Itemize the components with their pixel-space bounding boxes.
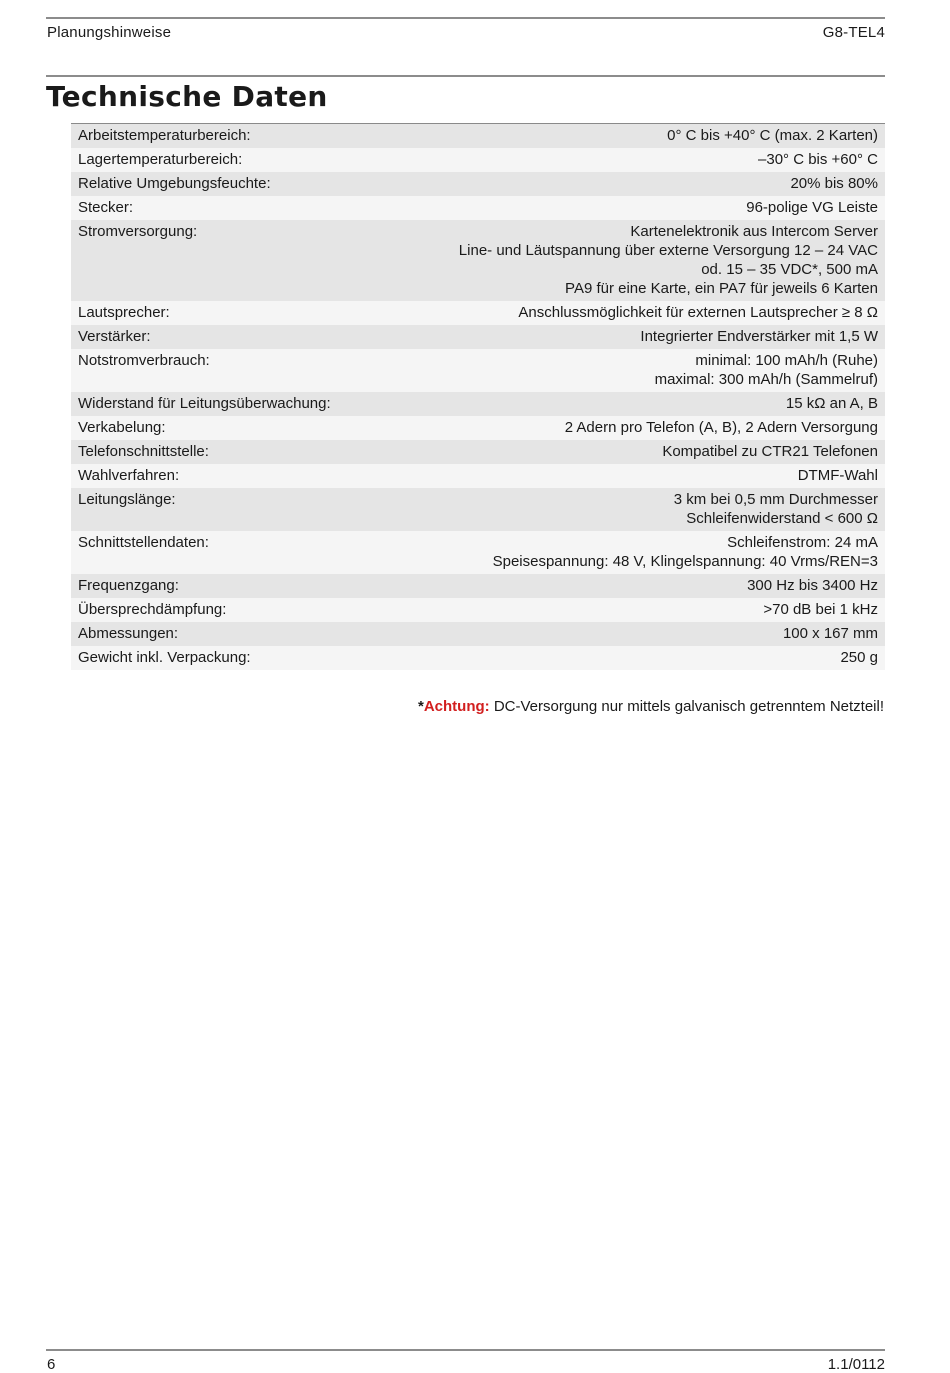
page-title: Technische Daten bbox=[46, 80, 328, 113]
spec-value bbox=[459, 222, 878, 298]
warning-note bbox=[418, 698, 884, 715]
document-version: 1.1/0112 bbox=[827, 1356, 885, 1373]
spec-value-line: maximal: 300 mAh/h (Sammelruf) bbox=[654, 371, 878, 388]
title-rule bbox=[46, 75, 885, 77]
spec-value-line: Anschlussmöglichkeit für externen Lautsprecher ≥ 8 Ω bbox=[518, 304, 878, 321]
spec-value-line: 100 x 167 mm bbox=[782, 625, 878, 642]
footer-rule bbox=[46, 1349, 885, 1351]
spec-label: Verstärker: bbox=[78, 328, 151, 345]
header-section-label: Planungshinweise bbox=[47, 24, 172, 41]
table-row bbox=[71, 301, 885, 325]
spec-value-line: 0° C bis +40° C (max. 2 Karten) bbox=[667, 127, 878, 144]
table-row bbox=[71, 124, 885, 148]
spec-value-line: Kompatibel zu CTR21 Telefonen bbox=[662, 443, 878, 460]
spec-value-line: 96-polige VG Leiste bbox=[746, 199, 878, 216]
spec-label: Gewicht inkl. Verpackung: bbox=[78, 649, 251, 666]
spec-value bbox=[786, 394, 878, 413]
spec-label: Notstromverbrauch: bbox=[78, 352, 210, 369]
spec-label: Verkabelung: bbox=[78, 419, 166, 436]
table-row bbox=[71, 622, 885, 646]
table-row bbox=[71, 172, 885, 196]
table-row bbox=[71, 349, 885, 392]
note-asterisk: * bbox=[417, 698, 424, 715]
spec-value-line: PA9 für eine Karte, ein PA7 für jeweils 6 Karten bbox=[565, 280, 878, 297]
spec-value bbox=[493, 533, 878, 571]
spec-value-line: 20% bis 80% bbox=[790, 175, 878, 192]
spec-label: Leitungslänge: bbox=[78, 491, 176, 508]
spec-value-line: minimal: 100 mAh/h (Ruhe) bbox=[695, 352, 878, 369]
table-row bbox=[71, 488, 885, 531]
spec-value-line: Schleifenwiderstand < 600 Ω bbox=[686, 510, 878, 527]
spec-label: Widerstand für Leitungsüberwachung: bbox=[78, 395, 331, 412]
table-row bbox=[71, 531, 885, 574]
table-row bbox=[71, 598, 885, 622]
spec-value bbox=[840, 648, 878, 667]
spec-value bbox=[655, 351, 878, 389]
spec-label: Wahlverfahren: bbox=[78, 467, 180, 484]
spec-label: Stecker: bbox=[78, 199, 134, 216]
spec-value bbox=[674, 490, 878, 528]
spec-label: Abmessungen: bbox=[78, 625, 179, 642]
note-warning-label: Achtung: bbox=[423, 698, 490, 715]
spec-label: Relative Umgebungsfeuchte: bbox=[78, 175, 271, 192]
spec-value bbox=[790, 174, 878, 193]
table-row bbox=[71, 464, 885, 488]
spec-value-line: 2 Adern pro Telefon (A, B), 2 Adern Versorgung bbox=[564, 419, 878, 436]
spec-value-line: 300 Hz bis 3400 Hz bbox=[747, 577, 878, 594]
spec-value-line: od. 15 – 35 VDC*, 500 mA bbox=[701, 261, 878, 278]
spec-value bbox=[746, 198, 878, 217]
spec-value bbox=[518, 303, 878, 322]
note-text: DC-Versorgung nur mittels galvanisch getrenntem Netzteil! bbox=[489, 698, 884, 715]
spec-label: Übersprechdämpfung: bbox=[78, 601, 227, 618]
header-top-rule bbox=[46, 17, 885, 19]
spec-value-line: Line- und Läutspannung über externe Versorgung 12 – 24 VAC bbox=[458, 242, 878, 259]
spec-value bbox=[662, 442, 878, 461]
table-row bbox=[71, 325, 885, 349]
table-row bbox=[71, 440, 885, 464]
table-row bbox=[71, 220, 885, 301]
spec-value-line: 250 g bbox=[840, 649, 878, 666]
table-row bbox=[71, 392, 885, 416]
spec-label: Lautsprecher: bbox=[78, 304, 170, 321]
spec-value-line: 15 kΩ an A, B bbox=[785, 395, 878, 412]
spec-label: Stromversorgung: bbox=[78, 223, 198, 240]
spec-value-line: Schleifenstrom: 24 mA bbox=[727, 534, 878, 551]
spec-value-line: DTMF-Wahl bbox=[797, 467, 878, 484]
spec-label: Lagertemperaturbereich: bbox=[78, 151, 243, 168]
spec-value bbox=[798, 466, 878, 485]
spec-value-line: –30° C bis +60° C bbox=[758, 151, 878, 168]
spec-label: Schnittstellendaten: bbox=[78, 534, 209, 551]
spec-label: Arbeitstemperaturbereich: bbox=[78, 127, 251, 144]
spec-value-line: Speisespannung: 48 V, Klingelspannung: 40 Vrms/REN=3 bbox=[492, 553, 878, 570]
spec-label: Frequenzgang: bbox=[78, 577, 179, 594]
spec-table bbox=[71, 123, 885, 670]
spec-value-line: 3 km bei 0,5 mm Durchmesser bbox=[673, 491, 878, 508]
spec-label: Telefonschnittstelle: bbox=[78, 443, 209, 460]
table-row bbox=[71, 148, 885, 172]
table-row bbox=[71, 416, 885, 440]
header-product-code: G8-TEL4 bbox=[822, 24, 885, 41]
page-number: 6 bbox=[47, 1356, 56, 1373]
spec-value bbox=[758, 150, 878, 169]
table-row bbox=[71, 196, 885, 220]
table-row bbox=[71, 574, 885, 598]
spec-value bbox=[667, 126, 878, 145]
spec-value bbox=[640, 327, 878, 346]
spec-value bbox=[763, 600, 878, 619]
spec-value bbox=[565, 418, 878, 437]
spec-value bbox=[747, 576, 878, 595]
table-row bbox=[71, 646, 885, 670]
spec-value-line: Integrierter Endverstärker mit 1,5 W bbox=[640, 328, 878, 345]
spec-value-line: Kartenelektronik aus Intercom Server bbox=[630, 223, 878, 240]
spec-value bbox=[783, 624, 878, 643]
spec-value-line: >70 dB bei 1 kHz bbox=[763, 601, 878, 618]
